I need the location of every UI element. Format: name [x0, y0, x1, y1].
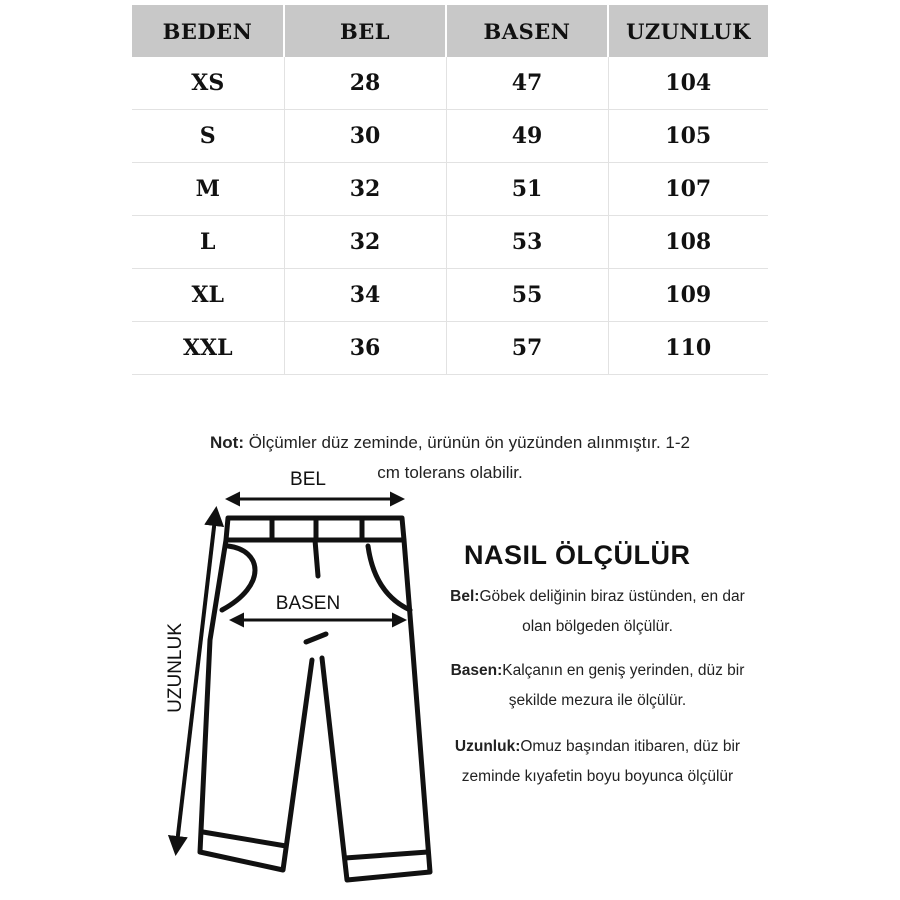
cell-size: XS: [132, 57, 284, 110]
header-basen: BASEN: [446, 5, 608, 57]
basen-desc-text-1: Kalçanın en geniş yerinden, düz bir: [502, 662, 745, 679]
cell-size: XL: [132, 269, 284, 322]
header-beden: BEDEN: [132, 5, 284, 57]
cell-uzunluk: 110: [608, 322, 768, 375]
cell-bel: 32: [284, 163, 446, 216]
cell-basen: 53: [446, 216, 608, 269]
note-line-2: cm tolerans olabilir.: [377, 463, 523, 482]
cell-uzunluk: 104: [608, 57, 768, 110]
how-to-measure-title: NASIL ÖLÇÜLÜR: [464, 540, 691, 570]
cell-basen: 49: [446, 110, 608, 163]
note-prefix: Not:: [210, 433, 244, 452]
cell-uzunluk: 109: [608, 269, 768, 322]
cell-bel: 30: [284, 110, 446, 163]
bel-description: [420, 582, 775, 642]
cell-size: S: [132, 110, 284, 163]
cell-uzunluk: 105: [608, 110, 768, 163]
bel-desc-line-1: [420, 582, 775, 612]
header-bel: BEL: [284, 5, 446, 57]
bel-label: BEL: [290, 469, 326, 490]
basen-label: BASEN: [275, 593, 341, 614]
right-crop-mask: [768, 570, 900, 680]
cell-basen: 51: [446, 163, 608, 216]
uzunluk-term: Uzunluk:: [454, 738, 521, 755]
cell-uzunluk: 108: [608, 216, 768, 269]
uzunluk-desc-text-1: Omuz başından itibaren, düz bir: [520, 738, 741, 755]
bel-desc-text-1: Göbek deliğinin biraz üstünden, en dar: [479, 588, 745, 605]
cell-size: XXL: [132, 322, 284, 375]
cell-size: L: [132, 216, 284, 269]
cell-uzunluk: 107: [608, 163, 768, 216]
cell-bel: 32: [284, 216, 446, 269]
uzunluk-description: [420, 732, 775, 792]
cell-size: M: [132, 163, 284, 216]
header-uzunluk: UZUNLUK: [608, 5, 768, 57]
uzunluk-desc-line-2: zeminde kıyafetin boyu boyunca ölçülür: [461, 768, 734, 785]
pants-outline: [200, 518, 430, 880]
cell-bel: 34: [284, 269, 446, 322]
basen-desc-line-1: [420, 656, 775, 686]
basen-term: Basen:: [450, 662, 503, 679]
uzunluk-desc-line-1: [420, 732, 775, 762]
cell-bel: 36: [284, 322, 446, 375]
uzunluk-label: UZUNLUK: [165, 623, 186, 713]
cell-basen: 55: [446, 269, 608, 322]
bel-desc-line-2: olan bölgeden ölçülür.: [522, 618, 673, 635]
note-text-1: Ölçümler düz zeminde, ürünün ön yüzünden alınmıştır. 1-2: [243, 433, 690, 452]
basen-desc-line-2: şekilde mezura ile ölçülür.: [508, 692, 687, 709]
cell-bel: 28: [284, 57, 446, 110]
cell-basen: 57: [446, 322, 608, 375]
basen-description: [420, 656, 775, 716]
bel-term: Bel:: [450, 588, 480, 605]
cell-basen: 47: [446, 57, 608, 110]
